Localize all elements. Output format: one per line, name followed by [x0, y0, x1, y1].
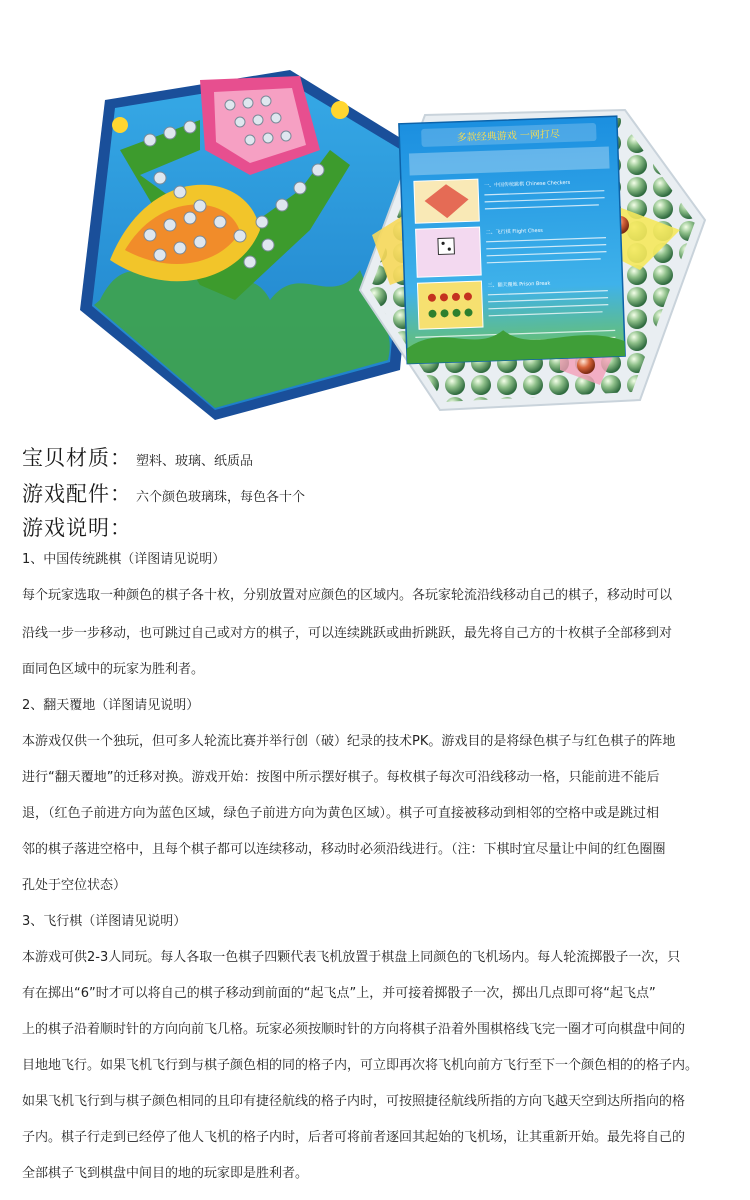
paragraph-line: 沿线一步一步移动，也可跳过自己或对方的棋子，可以连续跳跃或曲折跳跃，最先将自己方的十枚棋子全部移到对	[22, 626, 673, 641]
paragraph-line: 退，（红色子前进方向为蓝色区域，绿色子前进方向为黄色区域）。棋子可直接被移动到相邻的空格中或是跳过相	[22, 806, 660, 821]
spec-label: 宝贝材质：	[22, 446, 132, 470]
paragraph-line: 有在掷出“6”时才可以将自己的棋子移动到前面的“起飞点”上，并可接着掷骰子一次，掷出几点即可将“起飞点”	[22, 986, 656, 1001]
spec-value: 塑料、玻璃、纸质品	[136, 454, 254, 469]
instructions-heading-row	[22, 512, 132, 542]
card-section-1: 一、中国传统跳棋 Chinese Checkers	[483, 179, 571, 189]
card-title: 多款经典游戏 一网打尽	[456, 129, 561, 144]
product-photo	[0, 0, 750, 430]
paragraph-line: 全部棋子飞到棋盘中间目的地的玩家即是胜利者。	[22, 1166, 309, 1181]
section-title-flight-chess: 3、飞行棋（详图请见说明）	[22, 914, 187, 929]
paragraph-line: 每个玩家选取一种颜色的棋子各十枚，分别放置对应颜色的区域内。各玩家轮流沿线移动自己的棋子，移动时可以	[22, 588, 673, 603]
paragraph-line: 上的棋子沿着顺时针的方向向前飞几格。玩家必须按顺时针的方向将棋子沿着外围棋格线飞完一圈才可向棋盘中间的	[22, 1022, 686, 1037]
section-title-chinese-checkers: 1、中国传统跳棋（详图请见说明）	[22, 552, 226, 567]
section-title-prison-break: 2、翻天覆地（详图请见说明）	[22, 698, 200, 713]
paragraph-line: 本游戏仅供一个独玩，但可多人轮流比赛并举行创（破）纪录的技术PK。游戏目的是将绿色棋子与红色棋子的阵地	[22, 734, 676, 749]
paragraph-line: 目地地飞行。如果飞机飞行到与棋子颜色相的同的格子内，可立即再次将飞机向前方飞行至下一个颜色相的的格子内。	[22, 1058, 699, 1073]
game-board-lid	[80, 70, 420, 420]
instructions-heading: 游戏说明：	[22, 516, 132, 540]
paragraph-line: 孔处于空位状态）	[22, 878, 127, 893]
paragraph-line: 面同色区域中的玩家为胜利者。	[22, 662, 205, 677]
paragraph-line: 子内。棋子行走到已经停了他人飞机的格子内时，后者可将前者逐回其起始的飞机场，让其重新开始。最先将自己的	[22, 1130, 686, 1145]
spec-value: 六个颜色玻璃珠，每色各十个	[136, 490, 306, 505]
card-section-2: 二、飞行棋 Flight Chess	[485, 227, 543, 236]
spec-row-accessories	[22, 478, 305, 508]
paragraph-line: 如果飞机飞行到与棋子颜色相同的且印有捷径航线的格子内时，可按照捷径航线所指的方向飞越天空到达所指向的格	[22, 1094, 686, 1109]
instruction-card	[399, 116, 625, 363]
spec-label: 游戏配件：	[22, 482, 132, 506]
paragraph-line: 本游戏可供2-3人同玩。每人各取一色棋子四颗代表飞机放置于棋盘上同颜色的飞机场内。每人轮流掷骰子一次，只	[22, 950, 681, 965]
paragraph-line: 进行“翻天覆地”的迁移对换。游戏开始：按图中所示摆好棋子。每枚棋子每次可沿线移动一格，只能前进不能后	[22, 770, 660, 785]
paragraph-line: 邻的棋子落进空格中，且每个棋子都可以连续移动，移动时必须沿线进行。（注：下棋时宜尽量让中间的红色圈圈	[22, 842, 666, 857]
spec-row-material	[22, 442, 253, 472]
card-section-3: 三、翻天覆地 Prison Break	[487, 280, 551, 289]
